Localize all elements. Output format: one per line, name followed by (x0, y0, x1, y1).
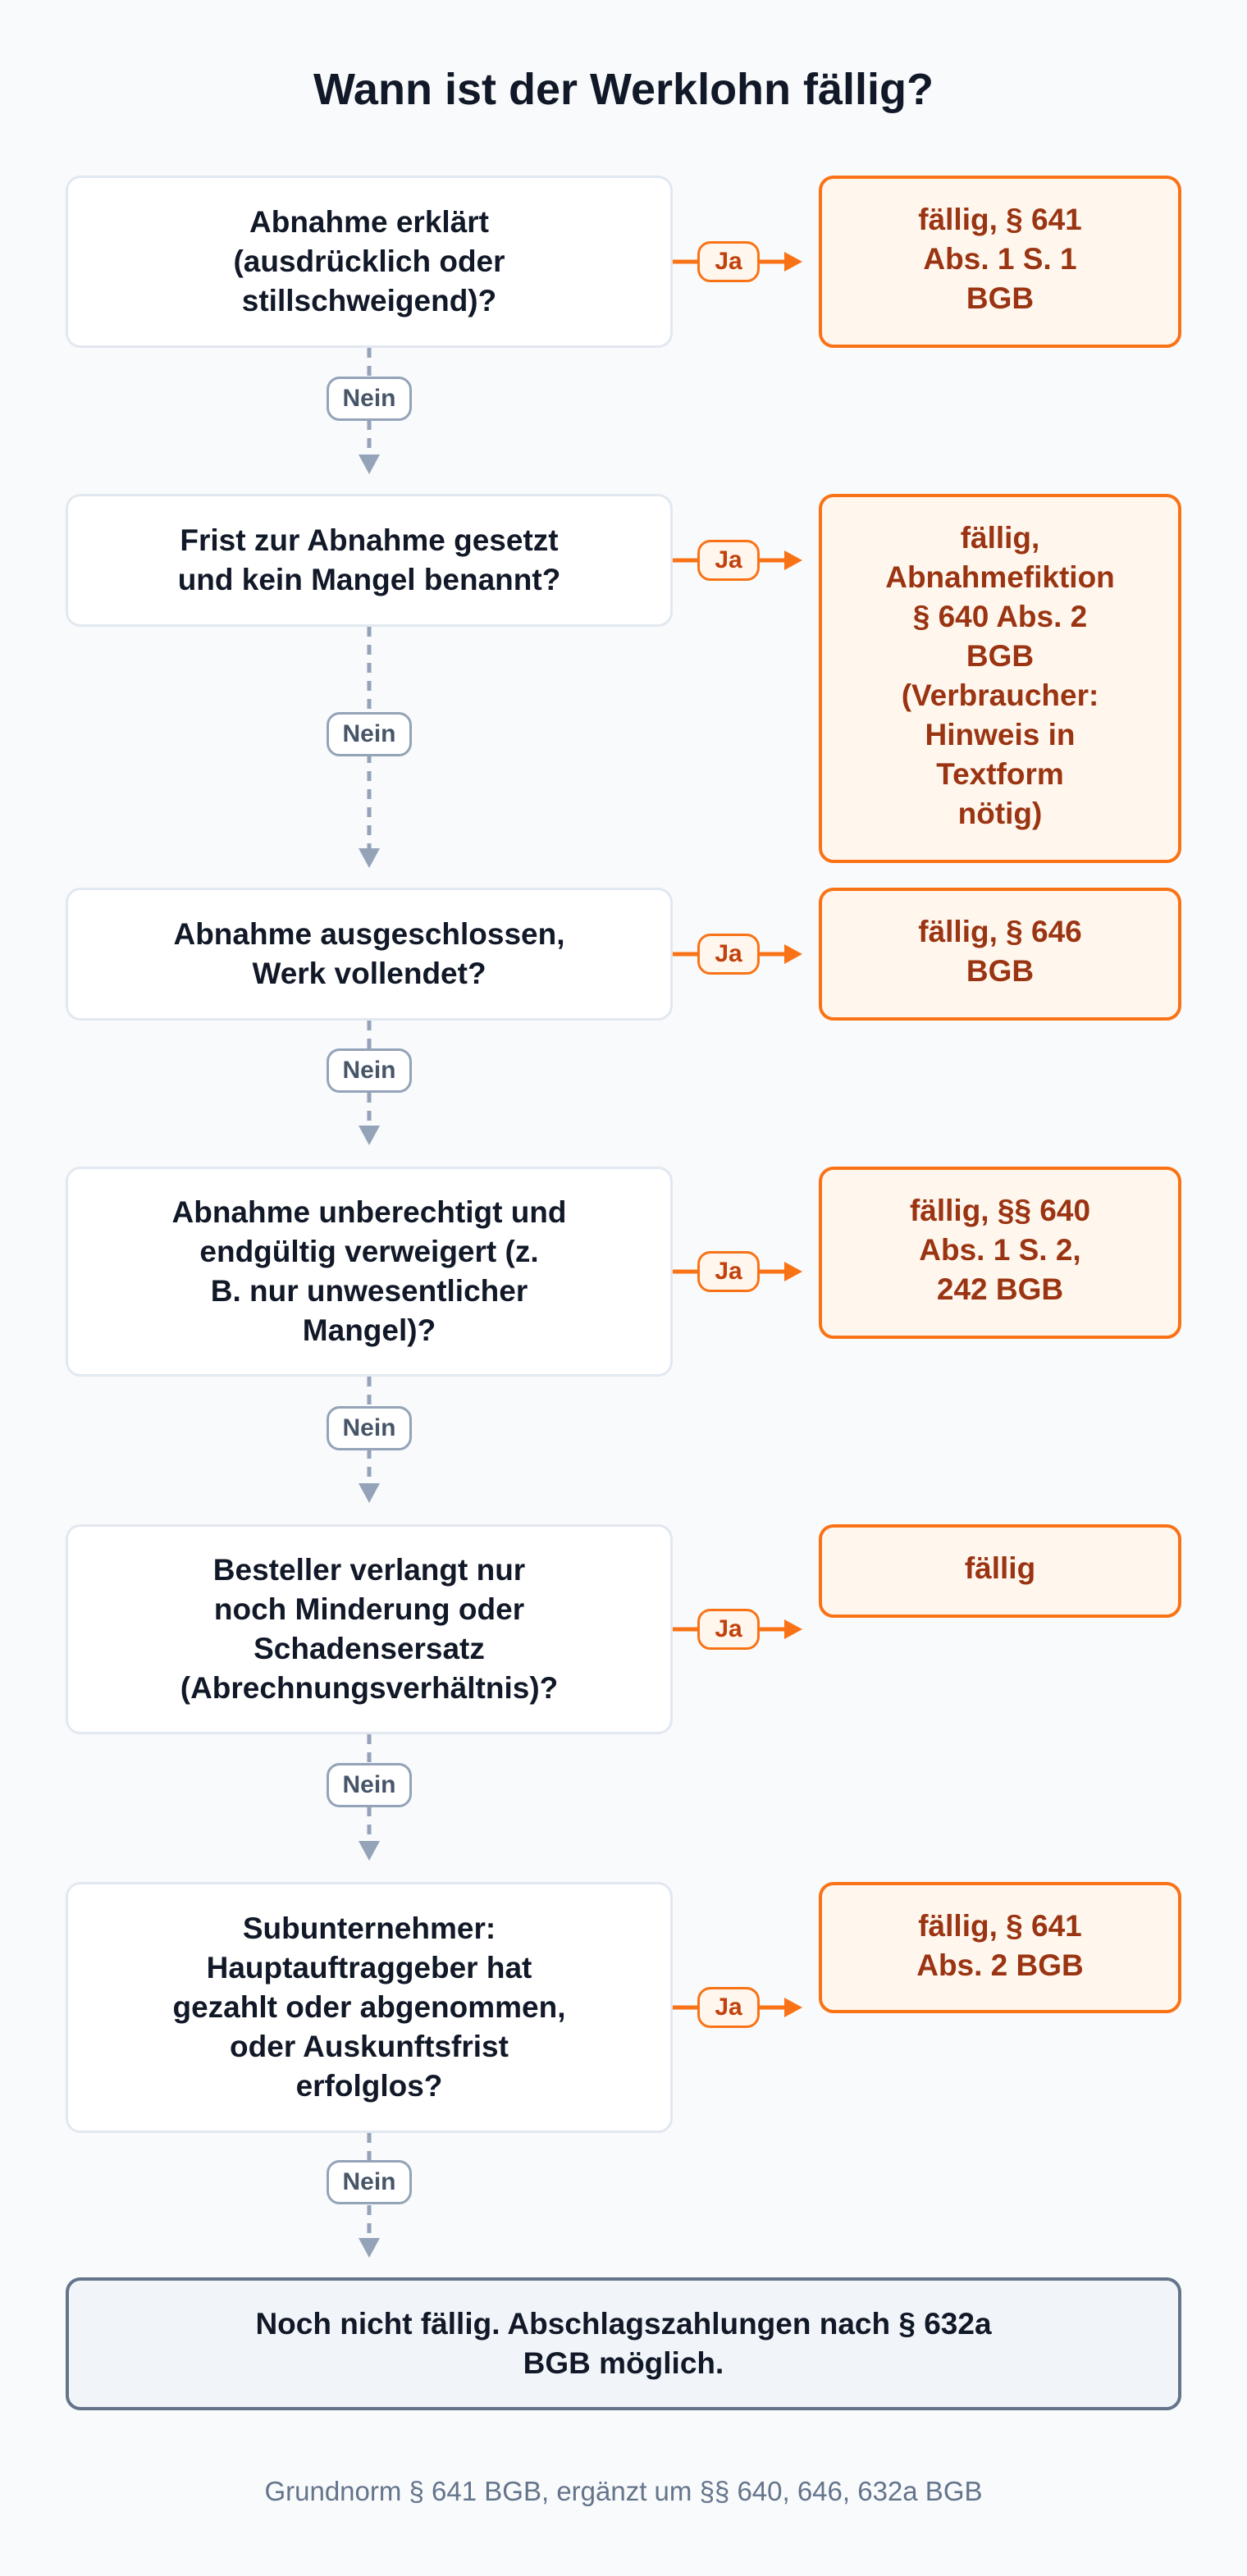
yes-label-6: Ja (697, 1987, 760, 2028)
question-box-5: Besteller verlangt nur noch Minderung oder Schadensersatz (Abrechnungsverhältnis)? (66, 1524, 673, 1734)
page-title: Wann ist der Werklohn fällig? (313, 65, 934, 114)
question-box-2: Frist zur Abnahme gesetzt und kein Mangel benannt? (66, 494, 673, 627)
question-box-6: Subunternehmer: Hauptauftraggeber hat gezahlt oder abgenommen, oder Auskunftsfrist erfolglos? (66, 1882, 673, 2133)
end-node-not-due: Noch nicht fällig. Abschlagszahlungen nach § 632a BGB möglich. (66, 2277, 1181, 2410)
question-box-4: Abnahme unberechtigt und endgültig verweigert (z. B. nur unwesentlicher Mangel)? (66, 1167, 673, 1377)
result-box-1: fällig, § 641 Abs. 1 S. 1 BGB (819, 176, 1181, 348)
yes-arrow-head-3 (784, 944, 802, 964)
no-arrow-head-6 (359, 2238, 380, 2258)
yes-label-5: Ja (697, 1609, 760, 1650)
yes-label-3: Ja (697, 934, 760, 975)
question-box-1: Abnahme erklärt (ausdrücklich oder stillschweigend)? (66, 176, 673, 348)
no-label-3: Nein (327, 1048, 412, 1093)
no-arrow-head-5 (359, 1841, 380, 1861)
yes-arrow-head-1 (784, 252, 802, 272)
result-box-3: fällig, § 646 BGB (819, 888, 1181, 1021)
yes-label-2: Ja (697, 540, 760, 581)
question-box-3: Abnahme ausgeschlossen, Werk vollendet? (66, 888, 673, 1021)
yes-arrow-head-6 (784, 1998, 802, 2017)
result-box-5: fällig (819, 1524, 1181, 1618)
yes-arrow-head-2 (784, 550, 802, 570)
yes-arrow-head-5 (784, 1619, 802, 1639)
no-arrow-head-3 (359, 1126, 380, 1145)
no-label-4: Nein (327, 1406, 412, 1450)
no-label-6: Nein (327, 2160, 412, 2204)
result-box-2: fällig, Abnahmefiktion § 640 Abs. 2 BGB (Verbraucher: Hinweis in Textform nötig) (819, 494, 1181, 863)
no-label-1: Nein (327, 377, 412, 421)
yes-label-4: Ja (697, 1251, 760, 1292)
yes-label-1: Ja (697, 241, 760, 282)
no-arrow-head-4 (359, 1483, 380, 1503)
no-arrow-head-1 (359, 454, 380, 474)
no-arrow-head-2 (359, 848, 380, 868)
no-label-5: Nein (327, 1763, 412, 1807)
footer-note: Grundnorm § 641 BGB, ergänzt um §§ 640, 646, 632a BGB (264, 2476, 983, 2506)
result-box-4: fällig, §§ 640 Abs. 1 S. 2, 242 BGB (819, 1167, 1181, 1339)
result-box-6: fällig, § 641 Abs. 2 BGB (819, 1882, 1181, 2013)
yes-arrow-head-4 (784, 1262, 802, 1281)
no-label-2: Nein (327, 712, 412, 756)
